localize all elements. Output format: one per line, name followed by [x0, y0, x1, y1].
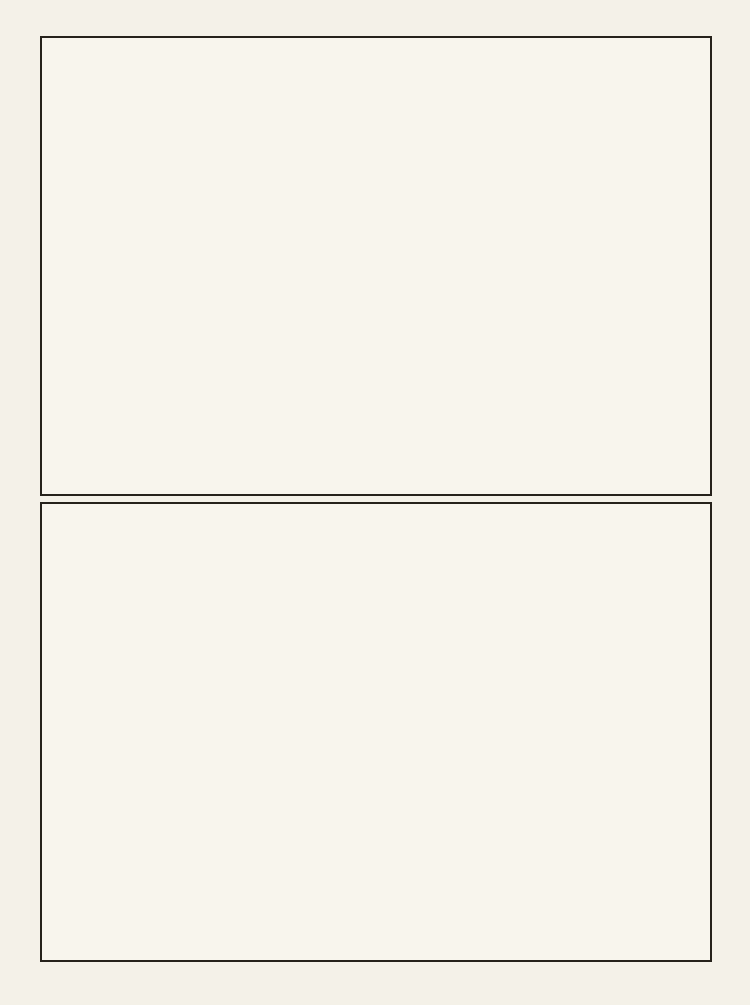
- roster-sheet: [40, 36, 712, 962]
- roster-table-top: [40, 36, 712, 496]
- roster-table-bottom: [40, 502, 712, 962]
